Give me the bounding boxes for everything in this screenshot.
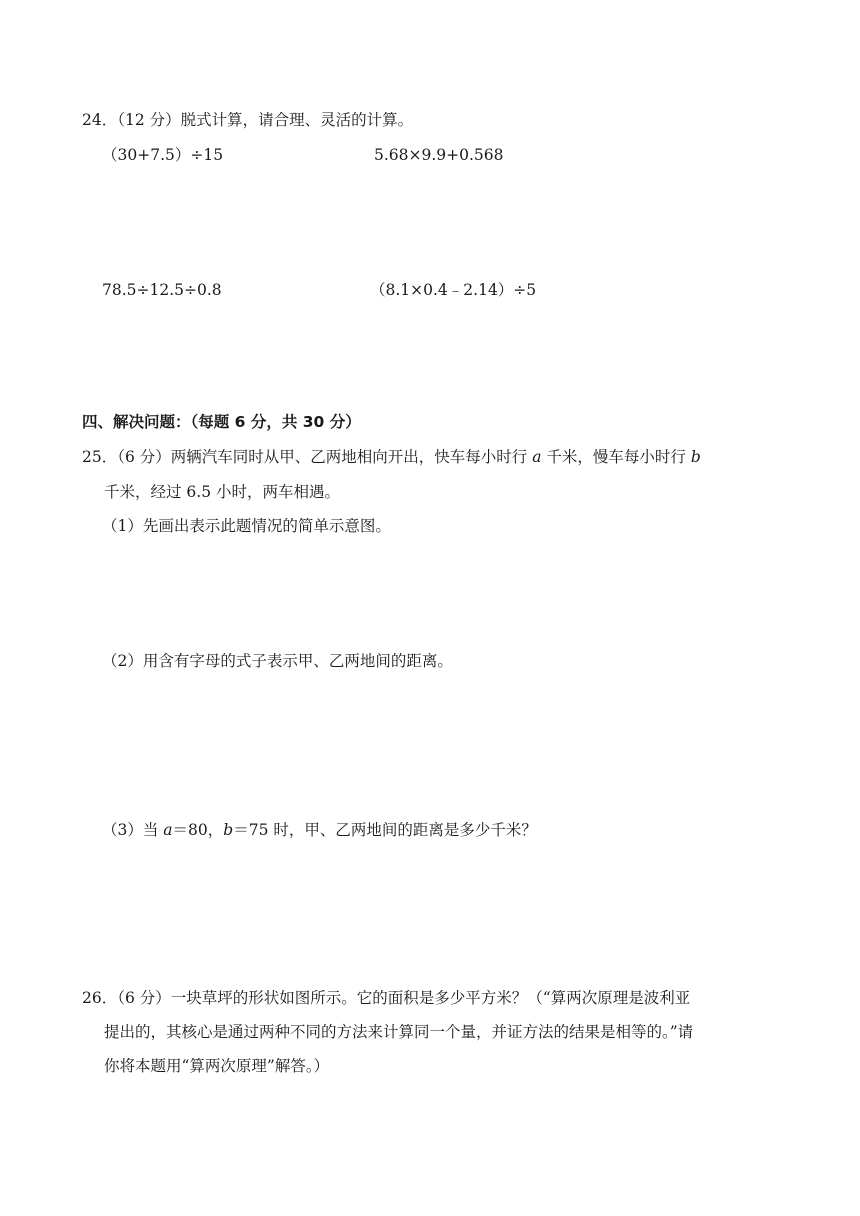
question-26-line-3: 你将本题用“算两次原理”解答。）: [104, 1057, 330, 1075]
section-4-heading: 四、解决问题：（每题 6 分，共 30 分）: [82, 413, 361, 431]
expression-4: （8.1×0.4﹣2.14）÷5: [370, 281, 537, 299]
question-25-part-1: （1）先画出表示此题情况的简单示意图。: [102, 517, 391, 535]
question-26-line-1: 26．（6 分）一块草坪的形状如图所示。它的面积是多少平方米？（“算两次原理是波利亚: [82, 989, 691, 1007]
question-26-line-2: 提出的，其核心是通过两种不同的方法来计算同一个量，并证方法的结果是相等的。”请: [104, 1023, 694, 1041]
part-3-prefix: （3）当: [102, 821, 164, 839]
question-25-part-2: （2）用含有字母的式子表示甲、乙两地间的距离。: [102, 652, 453, 670]
question-24-title: 24．（12 分）脱式计算，请合理、灵活的计算。: [82, 111, 414, 129]
question-25-part-3: [102, 819, 537, 841]
expression-1: （30+7.5）÷15: [102, 146, 224, 164]
variable-b: b: [690, 448, 701, 466]
part-3-variable-b: b: [223, 821, 234, 839]
question-25-text-a: 25．（6 分）两辆汽车同时从甲、乙两地相向开出，快车每小时行: [82, 448, 533, 466]
expression-3: 78.5÷12.5÷0.8: [102, 281, 222, 299]
part-3-mid: ＝80，: [172, 821, 224, 839]
part-3-suffix: ＝75 时，甲、乙两地间的距离是多少千米？: [233, 821, 537, 839]
variable-a: a: [532, 448, 542, 466]
question-25-text-b: 千米，慢车每小时行: [541, 448, 691, 466]
question-25-line-1: [82, 446, 701, 468]
question-25-line-2: 千米，经过 6.5 小时，两车相遇。: [104, 483, 341, 501]
part-3-variable-a: a: [163, 821, 173, 839]
expression-2: 5.68×9.9+0.568: [374, 146, 504, 164]
